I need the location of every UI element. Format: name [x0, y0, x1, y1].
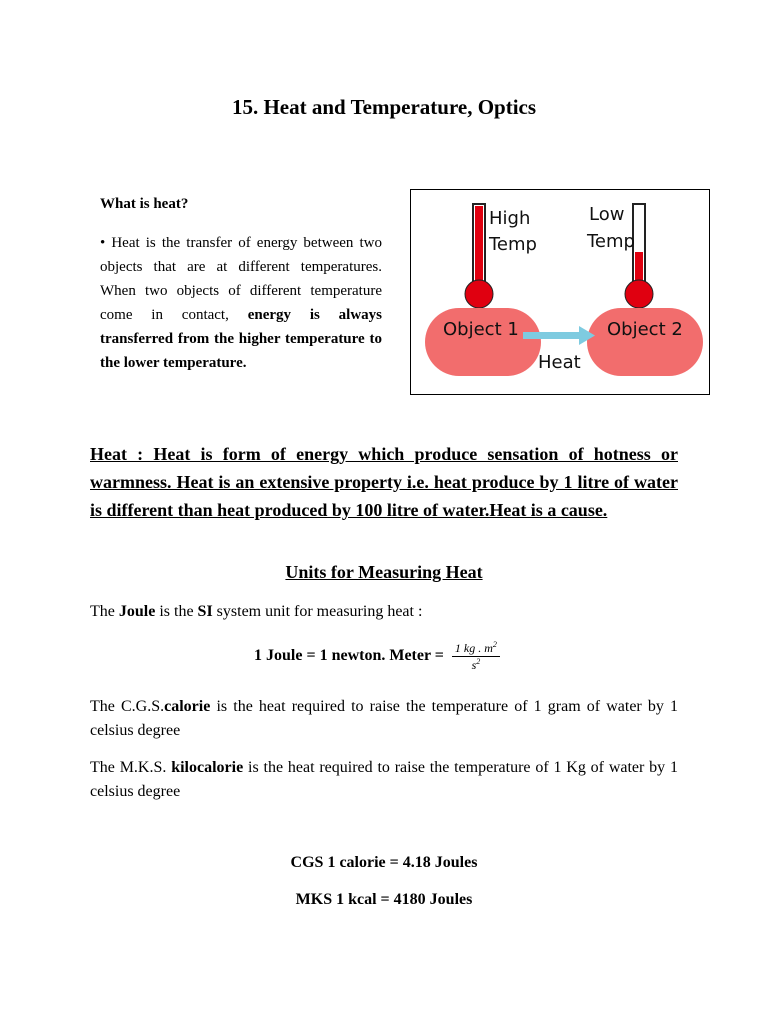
cgs-calorie-equation: CGS 1 calorie = 4.18 Joules	[290, 854, 478, 871]
joule-text-3: system unit for measuring heat :	[212, 603, 423, 620]
joule-equation	[254, 640, 500, 680]
heat-transfer-diagram	[411, 190, 710, 395]
si-term: SI	[197, 603, 213, 620]
section-heading-what-is-heat: What is heat?	[100, 196, 189, 212]
low-temp-label-2: Temp	[587, 231, 635, 252]
joule-fraction	[452, 640, 500, 673]
high-temp-bulb	[465, 280, 493, 308]
joule-sentence	[90, 603, 422, 621]
low-temp-label-1: Low	[589, 204, 625, 225]
joule-equation-text: 1 Joule = 1 newton. Meter =	[254, 647, 448, 665]
heat-transfer-figure	[410, 189, 710, 395]
object2-label: Object 2	[607, 319, 683, 340]
high-temp-label-2: Temp	[489, 234, 537, 255]
object1-label: Object 1	[443, 319, 519, 340]
units-heading: Units for Measuring Heat	[285, 562, 483, 582]
joule-fraction-denominator: $s^2$	[471, 657, 481, 672]
high-temp-label-1: High	[489, 208, 531, 229]
mks-kcal-equation: MKS 1 kcal = 4180 Joules	[295, 891, 473, 908]
page-title: 15. Heat and Temperature, Optics	[231, 95, 537, 119]
what-is-heat-bold-text: energy is always transferred from the higher temperature to the lower temperature.	[100, 307, 382, 371]
calorie-text-2: is the heat required to raise the temperature of 1 gram of water by 1 celsius degree	[90, 698, 679, 739]
joule-text-1: The	[90, 603, 119, 620]
heat-arrow-shaft	[523, 332, 581, 339]
joule-text-2: is the	[155, 603, 198, 620]
low-temp-bulb	[625, 280, 653, 308]
heat-definition: Heat : Heat is form of energy which produce sensation of hotness or warmness. Heat is an extensive property i.e. heat produce by 1 litre of water is different than heat produced by 100 litre of water.Heat is a cause.	[90, 444, 678, 520]
joule-term: Joule	[118, 603, 156, 620]
calorie-paragraph	[90, 695, 678, 743]
kilocalorie-paragraph	[90, 756, 678, 804]
what-is-heat-text: • Heat is the transfer of energy between two objects that are at different temperatures. When two objects of different temperature come in contact,	[100, 235, 382, 323]
calorie-term: calorie	[164, 698, 211, 715]
heat-arrow-label: Heat	[538, 352, 581, 373]
kilocalorie-text-1: The M.K.S.	[90, 759, 172, 776]
calorie-text-1: The C.G.S.	[90, 698, 165, 715]
kilocalorie-term: kilocalorie	[171, 759, 244, 776]
what-is-heat-paragraph	[100, 231, 382, 375]
joule-fraction-numerator: 1 kg . $m^2$	[452, 640, 500, 657]
kilocalorie-text-2: is the heat required to raise the temperature of 1 Kg of water by 1 celsius degree	[90, 759, 678, 800]
